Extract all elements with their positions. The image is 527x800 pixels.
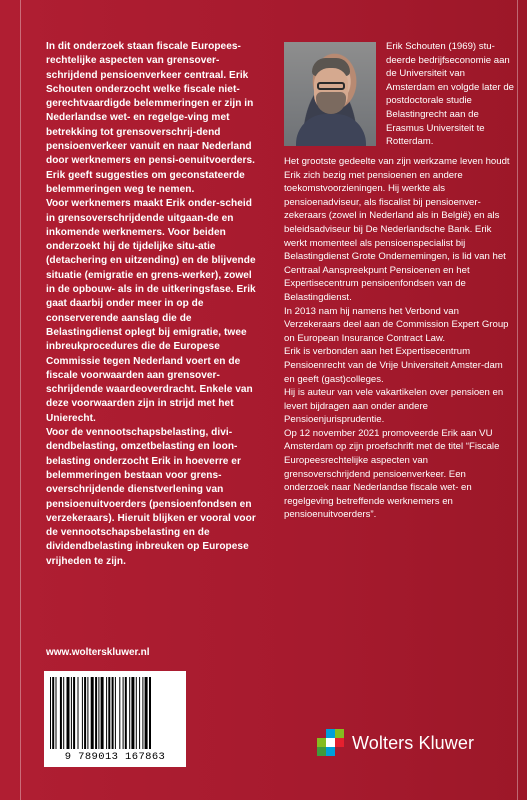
summary-paragraph-1: In dit onderzoek staan fiscale Europees-rechtelijke aspecten van grensover-schrijdend pensioenverkeer centraal. Erik Schouten onderzocht welke fiscale niet-gerechtvaardigde belemmeringen er zijn in Nederlandse wet- en regelge-ving met betrekking tot grensoverschrij-dend pensioenverkeer vanuit en naar Nederland door werknemers en pensi-oenuitvoerders. Erik geeft suggesties om geconstateerde belemmeringen weg te nemen. [46,41,255,195]
summary-paragraph-3: Voor de vennootschapsbelasting, divi-dendbelasting, omzetbelasting en loon-belasting onderzocht Erik in hoeverre er belemmeringen bestaan voor grens-overschrijdende dienstverlening van pensioenuitvoerders (pensioenfondsen en verzekeraars). Hieruit blijken er vooral voor de vennootschapsbelasting en de dividendbelasting inbreuken op Europese vrijheden te zijn. [46,427,256,567]
bio-paragraph-5: Op 12 november 2021 promoveerde Erik aan VU Amsterdam op zijn proefschrift met de titel “Fiscale Europeesrechtelijke aspecten van grensoverschrijdend pensioenverkeer. Een onderzoek naar Nederlandse fiscale wet- en regelgeving betreffende werknemers en pensioenuitvoerders”. [284,427,500,521]
publisher-logo[interactable] [316,728,474,758]
isbn-number: 9 789013 167863 [64,751,166,763]
left-divider [20,0,21,800]
wolters-kluwer-logo-icon [316,728,346,758]
author-bio-intro: Erik Schouten (1969) stu-deerde bedrijfseconomie aan de Universiteit van Amsterdam en volgde later de postdoctorale studie Belastingrecht aan de Erasmus Universiteit te Rotterdam. [386,41,514,148]
author-bio [284,155,512,522]
isbn-barcode [44,671,186,767]
author-photo [284,42,376,146]
logo-text: Wolters Kluwer [352,732,475,753]
bio-paragraph-2: In 2013 nam hij namens het Verbond van Verzekeraars deel aan de Commission Expert Group on European Insurance Contract Law. [284,305,509,344]
bio-paragraph-3: Erik is verbonden aan het Expertisecentrum Pensioenrecht van de Vrije Universiteit Amster-dam en geeft (gast)colleges. [284,346,503,385]
right-divider [517,0,518,800]
bio-paragraph-4: Hij is auteur van vele vakartikelen over pensioen en levert bijdragen aan onder andere Pensioenjurisprudentie. [284,387,504,426]
bio-paragraph-1: Het grootste gedeelte van zijn werkzame leven houdt Erik zich bezig met pensioenen en andere toekomstvoorzieningen. Hij werkte als pensioenadviseur, als fiscalist bij pensioenver-zekeraars (zowel in Nederland als in België) en als beleidsadviseur bij De Nederlandsche Bank. Erik werkt momenteel als pensioenspecialist bij Belastingdienst Grote Ondernemingen, is lid van het Centraal Aanspreekpunt Pensioenen en het Expertisecentrum pensioenfondsen van de Belastingdienst. [284,156,510,303]
publisher-website[interactable]: www.wolterskluwer.nl [46,647,150,658]
summary-paragraph-2: Voor werknemers maakt Erik onder-scheid in grensoverschrijdende uitgaan-de en inkomende werknemers. Voor beiden onderzoekt hij de tijdelijke situ-atie (detachering en uitzending) en de blijvende situatie (emigratie en grens-werker), zowel in de opbouw- als in de uitkeringsfase. Erik gaat daarbij onder meer in op de conserverende aanslag die de Belastingdienst oplegt bij emigratie, twee inbreukprocedures die de Europese Commissie tegen Nederland voert en de fiscale voorwaarden aan grensover-schrijdende waardeoverdracht. Enkele van deze voorwaarden zijn in strijd met het Unierecht. [46,198,256,424]
summary-column [46,40,262,569]
barcode-bars [50,677,180,749]
